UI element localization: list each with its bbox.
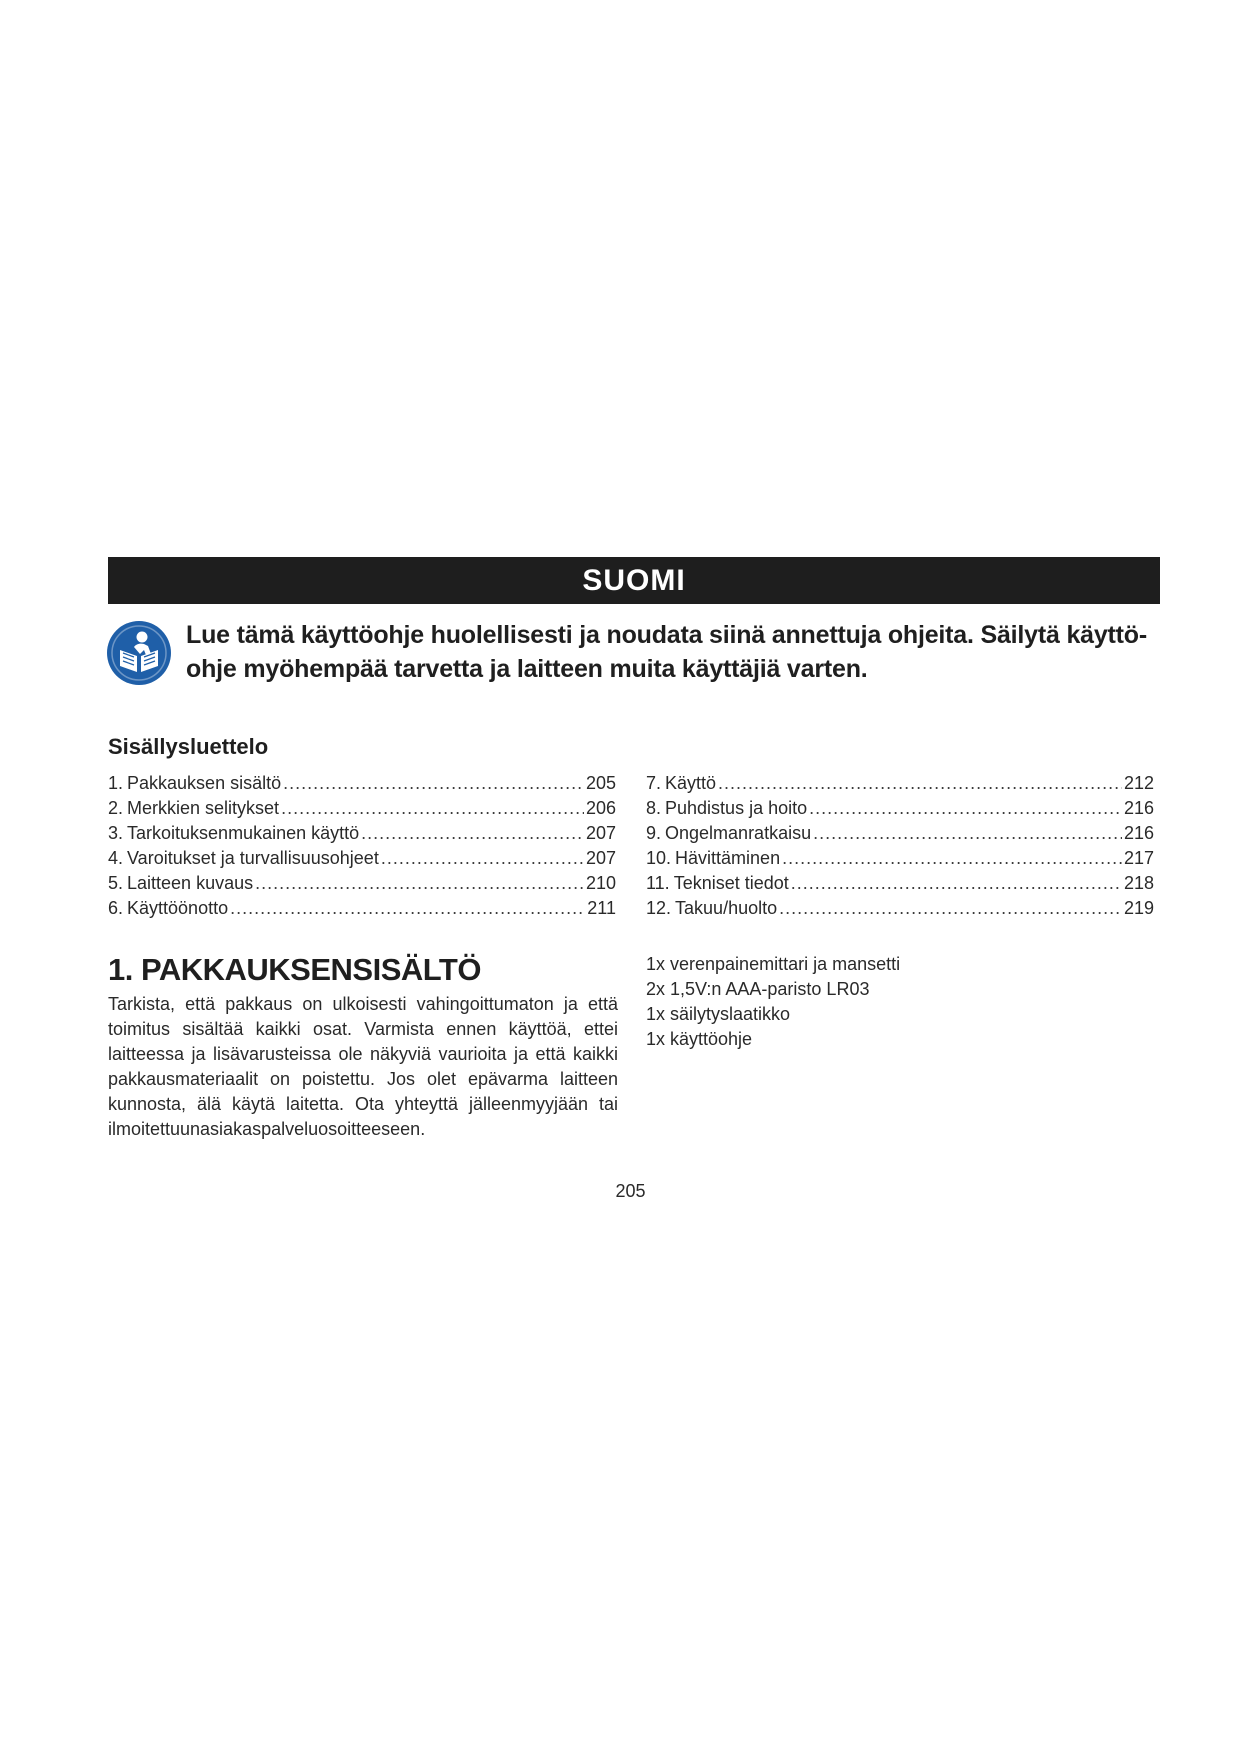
section-body-text: Tarkista, että pakkaus on ulkoisesti vahingoittumaton ja että toimitus sisältää kaikki osat. Varmista ennen käyttöä, ettei laitteessa ja lisävarusteissa ole näkyviä vaurioita ja että kaikki pakkausmateriaalit on poistettu. Jos olet epävarma laitteen kunnosta, älä käytä laitetta. Ota yhteyttä jälleenmyyjään tai ilmoitettuunasiakaspalveluosoitteeseen. [108, 994, 618, 1139]
toc-entry-label: Käyttöönotto [127, 898, 229, 918]
toc-entry-page: 207 [585, 848, 616, 868]
toc-leader-dots [283, 771, 584, 796]
toc-entry-number: 9. [646, 823, 662, 843]
toc-entry [646, 871, 1154, 896]
toc-entry-label: Varoitukset ja turvallisuusohjeet [127, 848, 379, 868]
toc-entry-page: 212 [1123, 773, 1154, 793]
toc-entry-page: 206 [585, 798, 616, 818]
toc-leader-dots [718, 771, 1122, 796]
list-item: 1x käyttöohje [646, 1029, 753, 1049]
toc-entry-number: 8. [646, 798, 662, 818]
toc-entry [646, 821, 1154, 846]
toc-entry-page: 216 [1123, 798, 1154, 818]
toc-entry-number: 6. [108, 898, 124, 918]
toc-entry [646, 796, 1154, 821]
toc-entry-label: Pakkauksen sisältö [127, 773, 282, 793]
toc-entry [108, 771, 616, 796]
toc-entry [646, 846, 1154, 871]
toc-entry-number: 10. [646, 848, 672, 868]
toc-entry [646, 771, 1154, 796]
toc-entry-page: 219 [1123, 898, 1154, 918]
toc-column-right [646, 771, 1154, 921]
toc-entry [108, 821, 616, 846]
list-item: 1x verenpainemittari ja mansetti [646, 954, 901, 974]
read-manual-icon [106, 620, 172, 686]
toc-heading: Sisällysluettelo [108, 734, 269, 759]
toc-entry [108, 896, 616, 921]
toc-entry-number: 4. [108, 848, 124, 868]
toc-leader-dots [782, 846, 1122, 871]
toc-entry-page: 216 [1123, 823, 1154, 843]
section-title: 1. PAKKAUKSENSISÄLTÖ [108, 952, 481, 987]
language-banner [108, 557, 1160, 604]
toc-entry-page: 207 [585, 823, 616, 843]
toc-entry-label: Takuu/huolto [675, 898, 778, 918]
page-number: 205 [615, 1181, 646, 1201]
toc-entry [108, 871, 616, 896]
toc-entry [108, 846, 616, 871]
toc-entry-page: 211 [587, 898, 616, 918]
toc-entry-number: 1. [108, 773, 124, 793]
toc-leader-dots [230, 896, 585, 921]
toc-entry-page: 210 [585, 873, 616, 893]
toc-entry-label: Ongelmanratkaisu [665, 823, 812, 843]
toc-entry-label: Merkkien selitykset [127, 798, 280, 818]
toc-entry-number: 12. [646, 898, 672, 918]
toc-entry-number: 5. [108, 873, 124, 893]
toc-leader-dots [255, 871, 584, 896]
list-item: 1x säilytyslaatikko [646, 1004, 791, 1024]
toc-entry-number: 7. [646, 773, 662, 793]
toc-leader-dots [779, 896, 1122, 921]
toc-leader-dots [809, 796, 1122, 821]
toc-leader-dots [813, 821, 1122, 846]
toc-leader-dots [791, 871, 1122, 896]
toc-entry-number: 2. [108, 798, 124, 818]
toc-entry-label: Puhdistus ja hoito [665, 798, 808, 818]
toc-entry-label: Tarkoituksenmukainen käyttö [127, 823, 360, 843]
read-manual-notice [106, 618, 1166, 692]
toc-entry-number: 3. [108, 823, 124, 843]
notice-text: Lue tämä käyttöohje huolellisesti ja noudata siinä annettuja ohjeita. Säilytä käyttö-ohje myöhempää tarvetta ja laitteen muita käyttäjiä varten. [186, 621, 1148, 683]
toc-entry-page: 205 [585, 773, 616, 793]
toc-leader-dots [381, 846, 584, 871]
toc-entry-number: 11. [646, 873, 670, 893]
toc-entry-page: 218 [1123, 873, 1154, 893]
toc-leader-dots [281, 796, 584, 821]
toc-entry [108, 796, 616, 821]
toc-column-left [108, 771, 616, 921]
toc-entry-label: Hävittäminen [675, 848, 781, 868]
toc-entry-label: Tekniset tiedot [673, 873, 789, 893]
package-contents-list [646, 952, 900, 1052]
toc-entry-page: 217 [1123, 848, 1154, 868]
language-title: SUOMI [582, 563, 686, 597]
toc-entry [646, 896, 1154, 921]
list-item: 2x 1,5V:n AAA-paristo LR03 [646, 979, 870, 999]
toc-entry-label: Käyttö [665, 773, 717, 793]
toc-entry-label: Laitteen kuvaus [127, 873, 254, 893]
toc-leader-dots [361, 821, 584, 846]
